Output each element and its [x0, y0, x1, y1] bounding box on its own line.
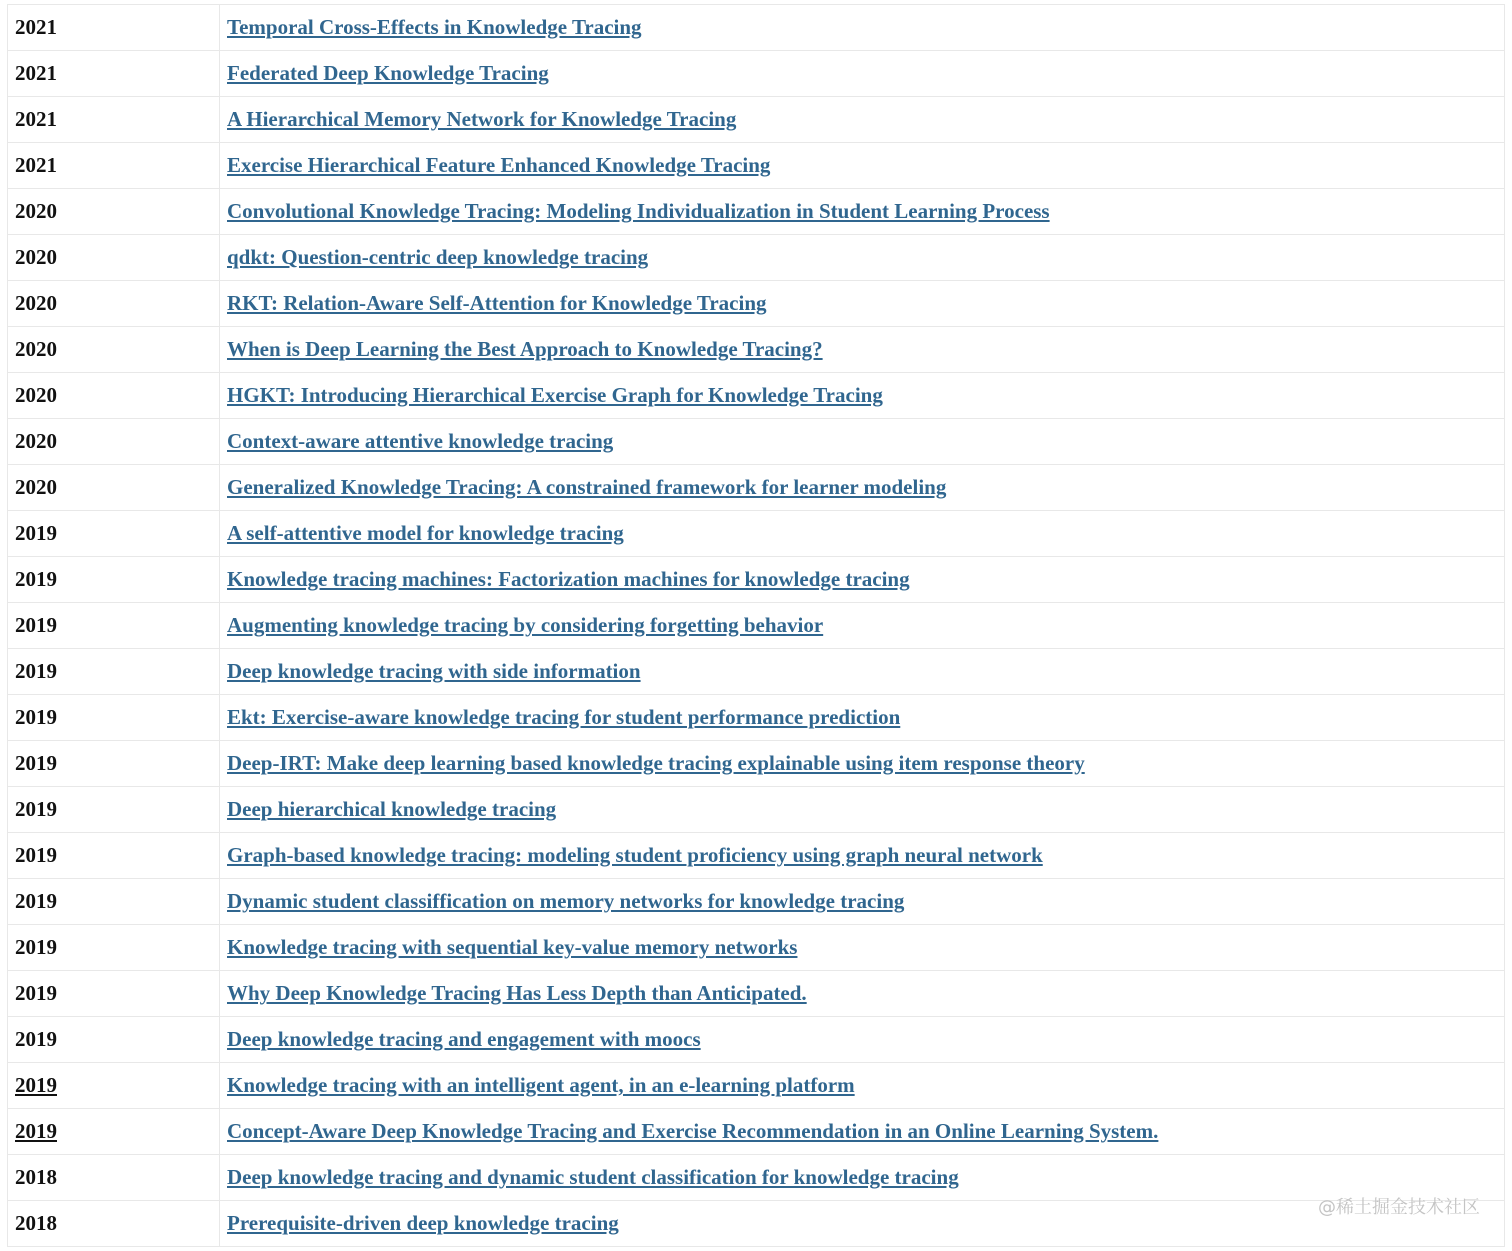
year-label: 2020 [15, 383, 57, 407]
year-cell [8, 1201, 220, 1247]
table-row [8, 971, 1505, 1017]
paper-title-link[interactable]: Deep knowledge tracing with side information [227, 659, 641, 683]
year-cell [8, 97, 220, 143]
year-cell [8, 373, 220, 419]
title-cell [220, 97, 1505, 143]
title-cell [220, 281, 1505, 327]
year-cell [8, 1155, 220, 1201]
year-cell [8, 971, 220, 1017]
year-label: 2021 [15, 107, 57, 131]
title-cell [220, 5, 1505, 51]
year-label: 2019 [15, 981, 57, 1005]
paper-title-link[interactable]: Graph-based knowledge tracing: modeling student proficiency using graph neural network [227, 843, 1043, 867]
title-cell [220, 419, 1505, 465]
year-label: 2019 [15, 797, 57, 821]
table-row [8, 603, 1505, 649]
table-row [8, 97, 1505, 143]
paper-title-link[interactable]: Dynamic student classiffication on memory networks for knowledge tracing [227, 889, 905, 913]
paper-title-link[interactable]: A self-attentive model for knowledge tracing [227, 521, 624, 545]
table-row [8, 925, 1505, 971]
papers-table [7, 4, 1505, 1247]
table-row [8, 1017, 1505, 1063]
title-cell [220, 465, 1505, 511]
table-row [8, 741, 1505, 787]
year-label: 2018 [15, 1165, 57, 1189]
year-label: 2020 [15, 291, 57, 315]
title-cell [220, 1017, 1505, 1063]
year-cell [8, 603, 220, 649]
title-cell [220, 51, 1505, 97]
year-cell [8, 649, 220, 695]
year-label: 2019 [15, 751, 57, 775]
title-cell [220, 649, 1505, 695]
year-cell [8, 419, 220, 465]
year-label: 2019 [15, 567, 57, 591]
year-label: 2020 [15, 475, 57, 499]
paper-title-link[interactable]: Exercise Hierarchical Feature Enhanced Knowledge Tracing [227, 153, 771, 177]
paper-title-link[interactable]: Deep-IRT: Make deep learning based knowledge tracing explainable using item response theory [227, 751, 1085, 775]
year-label: 2019 [15, 1073, 57, 1097]
table-row [8, 1155, 1505, 1201]
table-row [8, 51, 1505, 97]
paper-title-link[interactable]: Generalized Knowledge Tracing: A constrained framework for learner modeling [227, 475, 947, 499]
title-cell [220, 143, 1505, 189]
paper-title-link[interactable]: Why Deep Knowledge Tracing Has Less Depth than Anticipated. [227, 981, 807, 1005]
year-cell [8, 1109, 220, 1155]
year-cell [8, 741, 220, 787]
title-cell [220, 1155, 1505, 1201]
title-cell [220, 373, 1505, 419]
year-cell [8, 235, 220, 281]
table-row [8, 649, 1505, 695]
title-cell [220, 879, 1505, 925]
year-cell [8, 143, 220, 189]
table-row [8, 1201, 1505, 1247]
title-cell [220, 511, 1505, 557]
table-row [8, 189, 1505, 235]
paper-title-link[interactable]: Knowledge tracing with an intelligent agent, in an e-learning platform [227, 1073, 855, 1097]
table-row [8, 373, 1505, 419]
year-label: 2019 [15, 705, 57, 729]
title-cell [220, 235, 1505, 281]
year-cell [8, 695, 220, 741]
paper-title-link[interactable]: Convolutional Knowledge Tracing: Modeling Individualization in Student Learning Process [227, 199, 1050, 223]
year-cell [8, 189, 220, 235]
title-cell [220, 189, 1505, 235]
paper-title-link[interactable]: Ekt: Exercise-aware knowledge tracing for student performance prediction [227, 705, 901, 729]
table-row [8, 511, 1505, 557]
year-label: 2019 [15, 1027, 57, 1051]
title-cell [220, 925, 1505, 971]
year-cell [8, 5, 220, 51]
year-label: 2019 [15, 521, 57, 545]
year-cell [8, 51, 220, 97]
year-label: 2020 [15, 245, 57, 269]
table-row [8, 695, 1505, 741]
table-row [8, 5, 1505, 51]
year-cell [8, 557, 220, 603]
year-label: 2020 [15, 199, 57, 223]
paper-title-link[interactable]: HGKT: Introducing Hierarchical Exercise Graph for Knowledge Tracing [227, 383, 883, 407]
table-row [8, 1063, 1505, 1109]
year-label: 2019 [15, 843, 57, 867]
year-label: 2019 [15, 659, 57, 683]
year-label: 2019 [15, 1119, 57, 1143]
year-label: 2021 [15, 153, 57, 177]
paper-title-link[interactable]: Context-aware attentive knowledge tracing [227, 429, 614, 453]
year-label: 2018 [15, 1211, 57, 1235]
paper-title-link[interactable]: RKT: Relation-Aware Self-Attention for Knowledge Tracing [227, 291, 767, 315]
paper-title-link[interactable]: Prerequisite-driven deep knowledge tracing [227, 1211, 619, 1235]
table-row [8, 465, 1505, 511]
year-label: 2021 [15, 15, 57, 39]
year-cell [8, 787, 220, 833]
paper-title-link[interactable]: Concept-Aware Deep Knowledge Tracing and Exercise Recommendation in an Online Learning System. [227, 1119, 1159, 1143]
year-label: 2021 [15, 61, 57, 85]
title-cell [220, 787, 1505, 833]
year-label: 2019 [15, 935, 57, 959]
title-cell [220, 557, 1505, 603]
table-row [8, 281, 1505, 327]
paper-title-link[interactable]: Knowledge tracing machines: Factorization machines for knowledge tracing [227, 567, 910, 591]
year-label: 2019 [15, 613, 57, 637]
year-cell [8, 511, 220, 557]
title-cell [220, 1063, 1505, 1109]
paper-title-link[interactable]: Temporal Cross-Effects in Knowledge Tracing [227, 15, 642, 39]
paper-title-link[interactable]: Deep knowledge tracing and dynamic student classification for knowledge tracing [227, 1165, 959, 1189]
year-cell [8, 465, 220, 511]
paper-title-link[interactable]: When is Deep Learning the Best Approach to Knowledge Tracing? [227, 337, 823, 361]
table-row [8, 879, 1505, 925]
paper-title-link[interactable]: Knowledge tracing with sequential key-value memory networks [227, 935, 798, 959]
title-cell [220, 695, 1505, 741]
year-cell [8, 327, 220, 373]
table-row [8, 235, 1505, 281]
title-cell [220, 741, 1505, 787]
paper-title-link[interactable]: qdkt: Question-centric deep knowledge tracing [227, 245, 649, 269]
paper-title-link[interactable]: Augmenting knowledge tracing by considering forgetting behavior [227, 613, 824, 637]
paper-title-link[interactable]: Deep hierarchical knowledge tracing [227, 797, 557, 821]
year-cell [8, 925, 220, 971]
year-cell [8, 1063, 220, 1109]
title-cell [220, 327, 1505, 373]
table-row [8, 327, 1505, 373]
paper-title-link[interactable]: A Hierarchical Memory Network for Knowledge Tracing [227, 107, 737, 131]
title-cell [220, 603, 1505, 649]
title-cell [220, 971, 1505, 1017]
year-cell [8, 879, 220, 925]
title-cell [220, 1201, 1505, 1247]
year-label: 2019 [15, 889, 57, 913]
watermark: @稀土掘金技术社区 [1318, 1197, 1480, 1218]
year-label: 2020 [15, 337, 57, 361]
title-cell [220, 1109, 1505, 1155]
papers-table-body [8, 5, 1505, 1247]
year-cell [8, 281, 220, 327]
year-label: 2020 [15, 429, 57, 453]
table-row [8, 557, 1505, 603]
paper-title-link[interactable]: Deep knowledge tracing and engagement with moocs [227, 1027, 701, 1051]
table-row [8, 787, 1505, 833]
title-cell [220, 833, 1505, 879]
table-row [8, 419, 1505, 465]
table-row [8, 143, 1505, 189]
year-cell [8, 1017, 220, 1063]
paper-title-link[interactable]: Federated Deep Knowledge Tracing [227, 61, 549, 85]
table-row [8, 833, 1505, 879]
year-cell [8, 833, 220, 879]
table-row [8, 1109, 1505, 1155]
